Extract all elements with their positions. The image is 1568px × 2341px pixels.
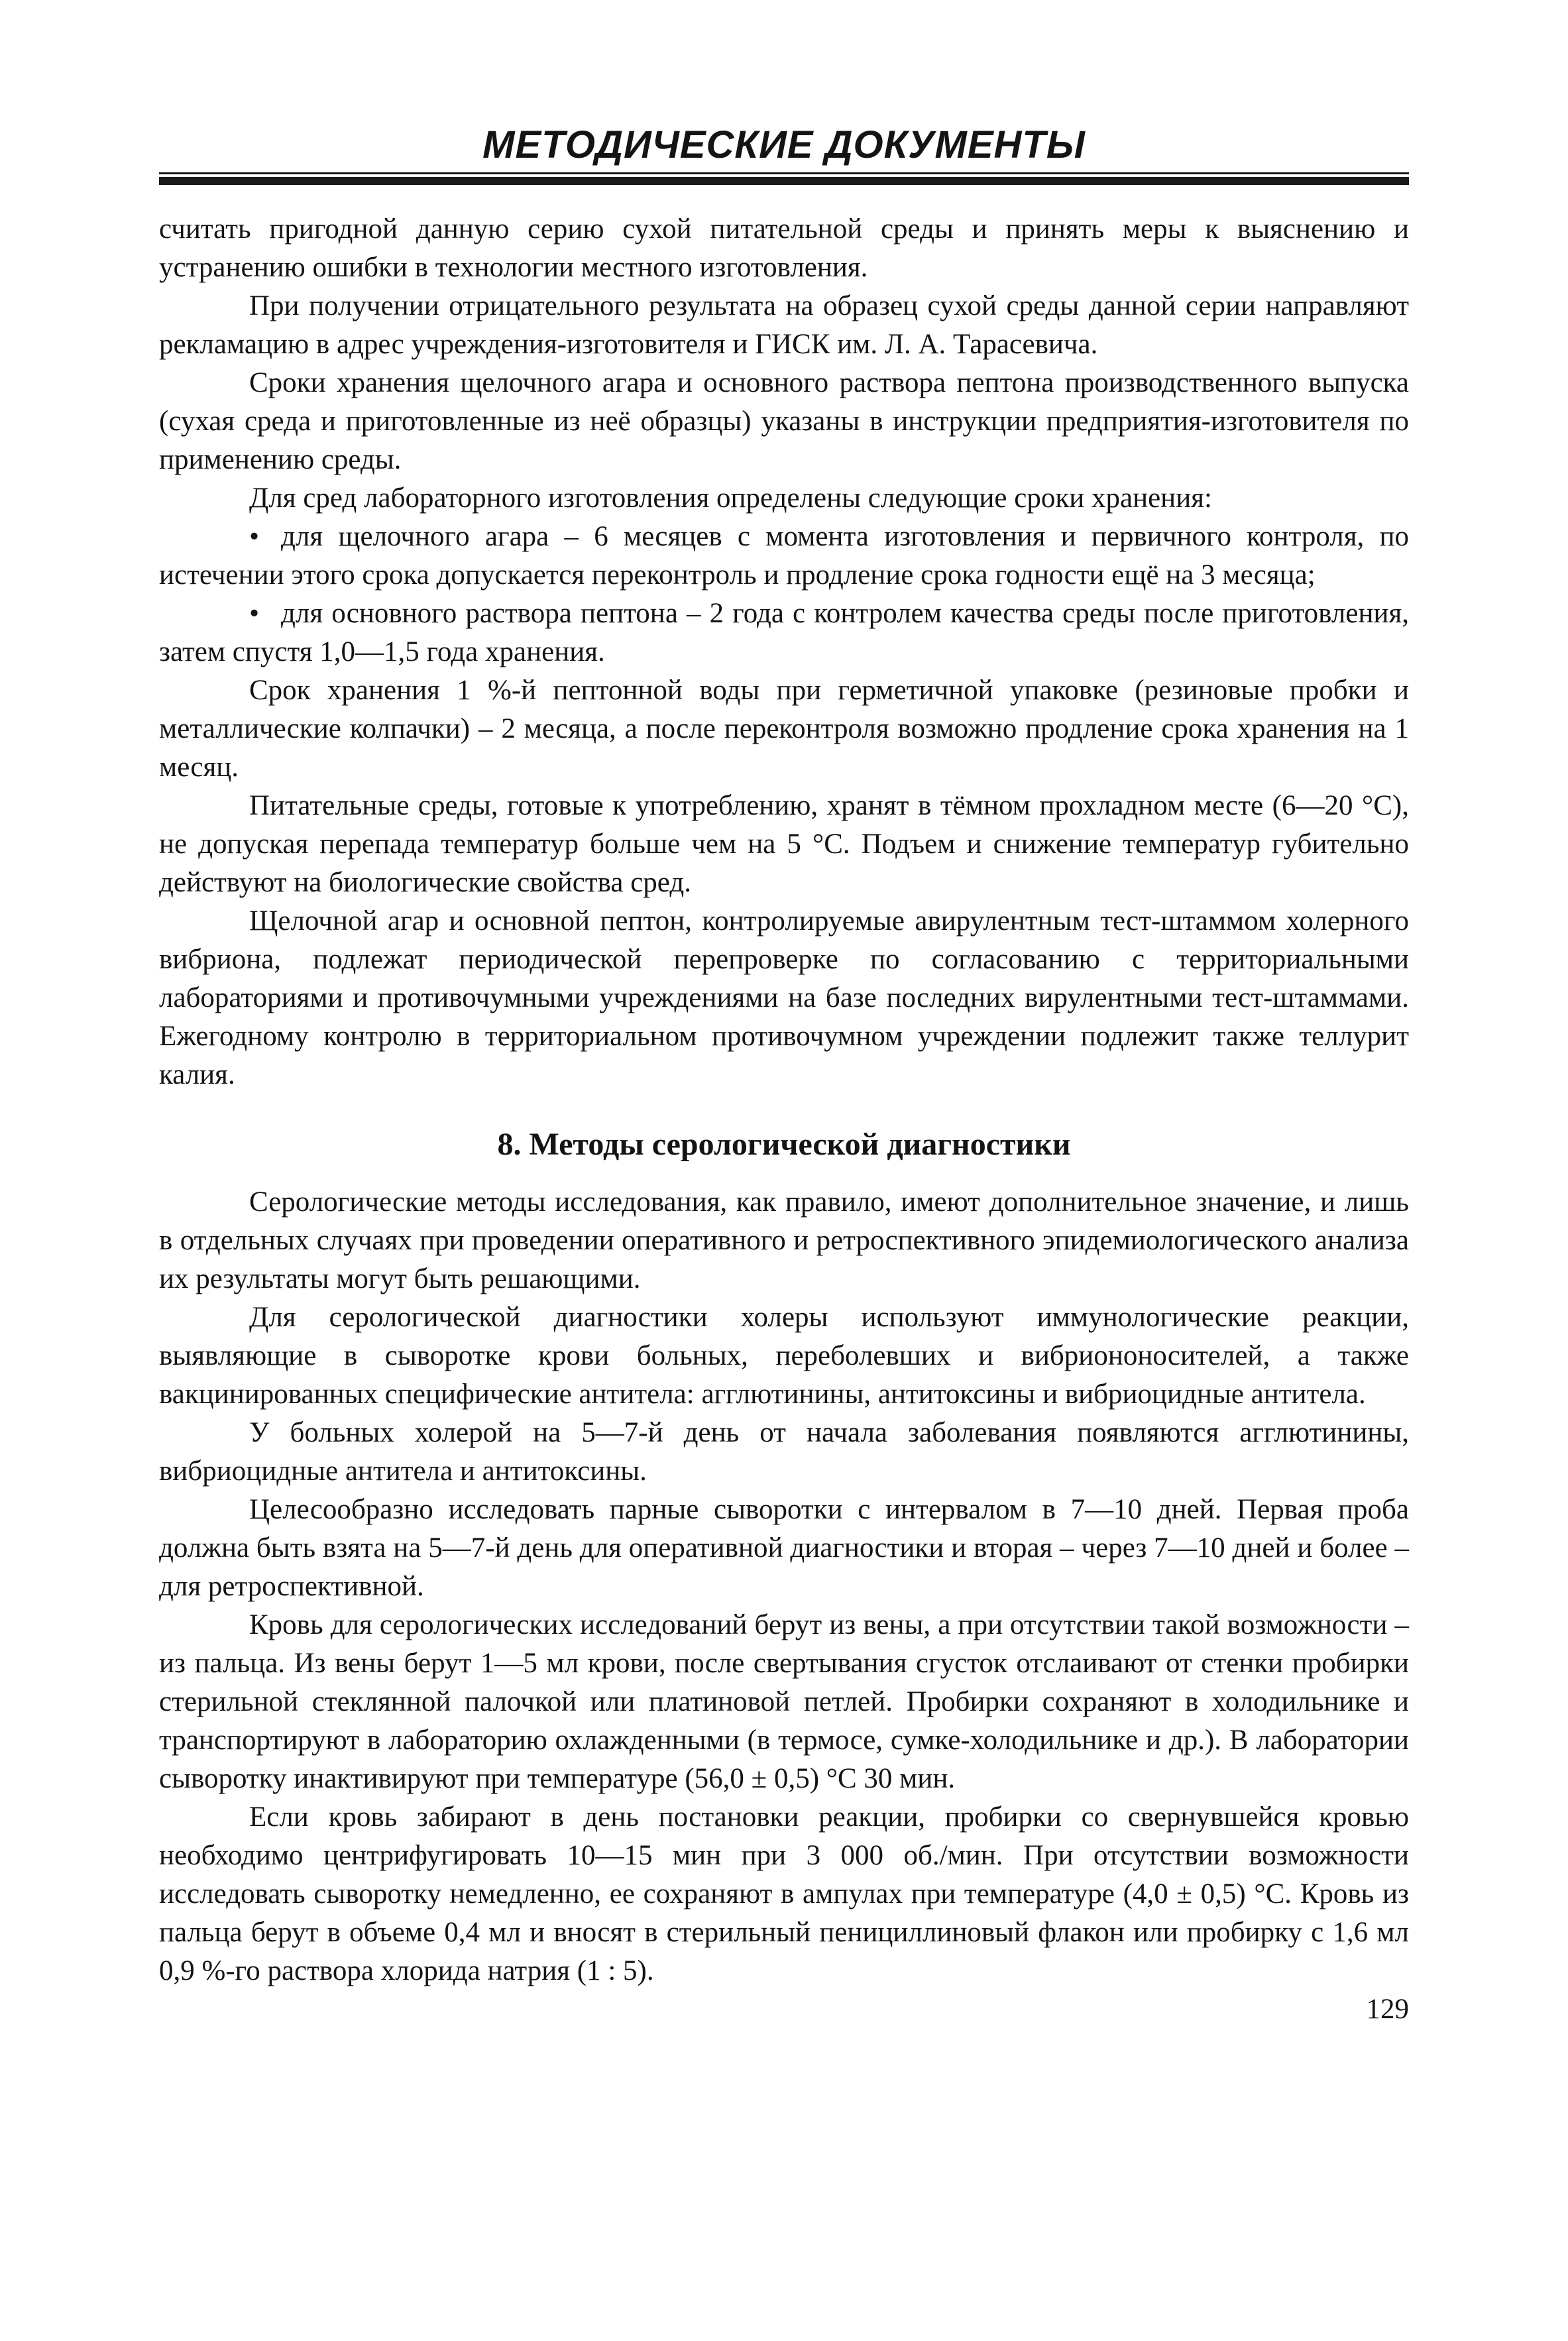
paragraph-continued: считать пригодной данную серию сухой питательной среды и принять меры к выяснению и устранению ошибки в технологии местного изготовления. bbox=[159, 213, 1409, 283]
paragraph: Питательные среды, готовые к употреблению, хранят в тёмном прохладном месте (6—20 °С), не допуская перепада температур больше чем на 5 °С. Подъем и снижение температур губительно действуют на биологические свойства сред. bbox=[159, 790, 1409, 898]
paragraph: У больных холерой на 5—7-й день от начала заболевания появляются агглютинины, вибриоцидные антитела и антитоксины. bbox=[159, 1417, 1409, 1487]
paragraph: Сроки хранения щелочного агара и основного раствора пептона производственного выпуска (сухая среда и приготовленные из неё образцы) указаны в инструкции предприятия-изготовителя по применению среды. bbox=[159, 367, 1409, 475]
bullet-text: для щелочного агара – 6 месяцев с момента изготовления и первичного контроля, по истечении этого срока допускается переконтроль и продление срока годности ещё на 3 месяца; bbox=[159, 521, 1409, 591]
header-rule-thin bbox=[159, 172, 1409, 174]
paragraph: Если кровь забирают в день постановки реакции, пробирки со свернувшейся кровью необходимо центрифугировать 10—15 мин при 3 000 об./мин. При отсутствии возможности исследовать сыворотку немедленно, ее сохраняют в ампулах при температуре (4,0 ± 0,5) °С. Кровь из пальца берут в объеме 0,4 мл и вносят в стерильный пенициллиновый флакон или пробирку с 1,6 мл 0,9 %-го раствора хлорида натрия (1 : 5). bbox=[159, 1801, 1409, 1986]
bullet-icon: • bbox=[249, 598, 260, 629]
paragraph: Кровь для серологических исследований берут из вены, а при отсутствии такой возможности – из пальца. Из вены берут 1—5 мл крови, после свертывания сгусток отслаивают от стенки пробирки стерильной стеклянной палочкой или платиновой петлей. Пробирки сохраняют в холодильнике и транспортируют в лабораторию охлажденными (в термосе, сумке-холодильнике и др.). В лаборатории сыворотку инактивируют при температуре (56,0 ± 0,5) °С 30 мин. bbox=[159, 1609, 1409, 1794]
page-number: 129 bbox=[1366, 1994, 1409, 2025]
bullet-item bbox=[159, 518, 1409, 595]
running-header: МЕТОДИЧЕСКИЕ ДОКУМЕНТЫ bbox=[482, 123, 1086, 166]
paragraph: Целесообразно исследовать парные сыворотки с интервалом в 7—10 дней. Первая проба должна быть взята на 5—7-й день для оперативной диагностики и вторая – через 7—10 дней и более – для ретроспективной. bbox=[159, 1494, 1409, 1602]
paragraph: Для сред лабораторного изготовления определены следующие сроки хранения: bbox=[249, 483, 1212, 514]
paragraph: Серологические методы исследования, как правило, имеют дополнительное значение, и лишь в отдельных случаях при проведении оперативного и ретроспективного эпидемиологического анализа их результаты могут быть решающими. bbox=[159, 1186, 1409, 1294]
paragraph: Щелочной агар и основной пептон, контролируемые авирулентным тест-штаммом холерного вибриона, подлежат периодической перепроверке по согласованию с территориальными лабораториями и противочумными учреждениями на базе последних вирулентными тест-штаммами. Ежегодному контролю в территориальном противочумном учреждении подлежит также теллурит калия. bbox=[159, 905, 1409, 1090]
paragraph: Для серологической диагностики холеры используют иммунологические реакции, выявляющие в сыворотке крови больных, переболевших и вибриононосителей, а также вакцинированных специфические антитела: агглютинины, антитоксины и вибриоцидные антитела. bbox=[159, 1302, 1409, 1410]
section-heading: 8. Методы серологической диагностики bbox=[497, 1127, 1071, 1162]
document-page bbox=[159, 113, 1409, 2025]
bullet-item bbox=[159, 595, 1409, 671]
bullet-icon: • bbox=[249, 521, 260, 552]
header-rule-thick bbox=[159, 177, 1409, 185]
body-text bbox=[159, 210, 1409, 1990]
bullet-text: для основного раствора пептона – 2 года с контролем качества среды после приготовления, затем спустя 1,0—1,5 года хранения. bbox=[159, 598, 1409, 667]
paragraph: При получении отрицательного результата на образец сухой среды данной серии направляют рекламацию в адрес учреждения-изготовителя и ГИСК им. Л. А. Тарасевича. bbox=[159, 290, 1409, 360]
paragraph: Срок хранения 1 %-й пептонной воды при герметичной упаковке (резиновые пробки и металлические колпачки) – 2 месяца, а после переконтроля возможно продление срока хранения на 1 месяц. bbox=[159, 675, 1409, 783]
